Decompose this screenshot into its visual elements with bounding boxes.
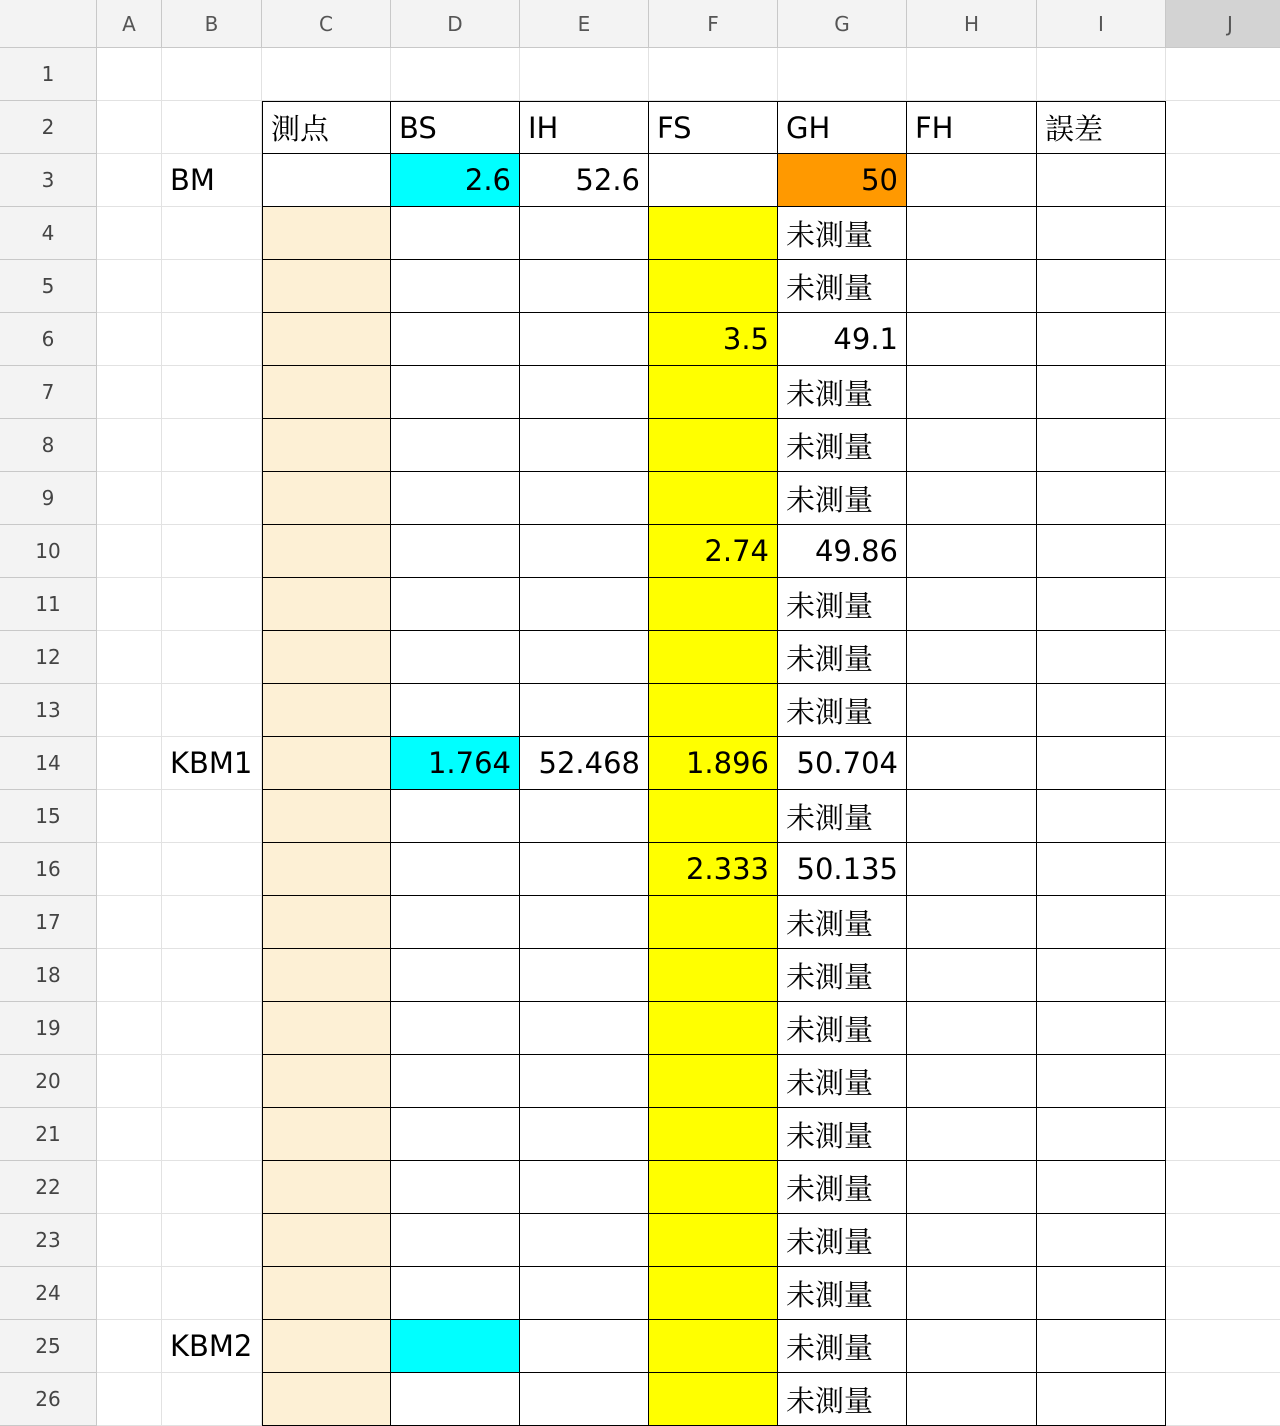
row-header-16[interactable]: 16: [0, 843, 97, 896]
cell-i17[interactable]: [1037, 896, 1166, 949]
cell-a4[interactable]: [97, 207, 162, 260]
cell-c12[interactable]: [262, 631, 391, 684]
cell-f17[interactable]: [649, 896, 778, 949]
cell-g19[interactable]: 未測量: [778, 1002, 907, 1055]
cell-e2[interactable]: IH: [520, 101, 649, 154]
cell-c2[interactable]: 測点: [262, 101, 391, 154]
cell-g23[interactable]: 未測量: [778, 1214, 907, 1267]
cell-b25[interactable]: KBM2: [162, 1320, 262, 1373]
cell-b16[interactable]: [162, 843, 262, 896]
row-header-12[interactable]: 12: [0, 631, 97, 684]
cell-i6[interactable]: [1037, 313, 1166, 366]
row-header-10[interactable]: 10: [0, 525, 97, 578]
cell-f25[interactable]: [649, 1320, 778, 1373]
cell-g17[interactable]: 未測量: [778, 896, 907, 949]
column-header-h[interactable]: H: [907, 0, 1037, 48]
cell-j7[interactable]: [1166, 366, 1280, 419]
cell-g13[interactable]: 未測量: [778, 684, 907, 737]
row-header-24[interactable]: 24: [0, 1267, 97, 1320]
cell-j6[interactable]: [1166, 313, 1280, 366]
cell-i9[interactable]: [1037, 472, 1166, 525]
cell-c16[interactable]: [262, 843, 391, 896]
cell-e13[interactable]: [520, 684, 649, 737]
cell-i4[interactable]: [1037, 207, 1166, 260]
cell-c3[interactable]: [262, 154, 391, 207]
cell-h18[interactable]: [907, 949, 1037, 1002]
cell-c8[interactable]: [262, 419, 391, 472]
cell-d17[interactable]: [391, 896, 520, 949]
cell-c5[interactable]: [262, 260, 391, 313]
cell-b7[interactable]: [162, 366, 262, 419]
cell-b22[interactable]: [162, 1161, 262, 1214]
cell-a13[interactable]: [97, 684, 162, 737]
cell-a14[interactable]: [97, 737, 162, 790]
cell-c9[interactable]: [262, 472, 391, 525]
cell-g18[interactable]: 未測量: [778, 949, 907, 1002]
row-header-14[interactable]: 14: [0, 737, 97, 790]
cell-e6[interactable]: [520, 313, 649, 366]
cell-g4[interactable]: 未測量: [778, 207, 907, 260]
cell-b24[interactable]: [162, 1267, 262, 1320]
row-header-11[interactable]: 11: [0, 578, 97, 631]
cell-f20[interactable]: [649, 1055, 778, 1108]
cell-g6[interactable]: 49.1: [778, 313, 907, 366]
cell-d8[interactable]: [391, 419, 520, 472]
cell-j1[interactable]: [1166, 48, 1280, 101]
cell-b2[interactable]: [162, 101, 262, 154]
cell-e15[interactable]: [520, 790, 649, 843]
cell-f2[interactable]: FS: [649, 101, 778, 154]
cell-a24[interactable]: [97, 1267, 162, 1320]
cell-c13[interactable]: [262, 684, 391, 737]
cell-h5[interactable]: [907, 260, 1037, 313]
cell-j21[interactable]: [1166, 1108, 1280, 1161]
column-header-i[interactable]: I: [1037, 0, 1166, 48]
cell-a10[interactable]: [97, 525, 162, 578]
cell-e21[interactable]: [520, 1108, 649, 1161]
cell-j9[interactable]: [1166, 472, 1280, 525]
cell-c14[interactable]: [262, 737, 391, 790]
cell-e17[interactable]: [520, 896, 649, 949]
cell-j13[interactable]: [1166, 684, 1280, 737]
cell-c4[interactable]: [262, 207, 391, 260]
cell-b12[interactable]: [162, 631, 262, 684]
cell-j3[interactable]: [1166, 154, 1280, 207]
cell-i2[interactable]: 誤差: [1037, 101, 1166, 154]
cell-f23[interactable]: [649, 1214, 778, 1267]
cell-g25[interactable]: 未測量: [778, 1320, 907, 1373]
cell-d4[interactable]: [391, 207, 520, 260]
cell-e4[interactable]: [520, 207, 649, 260]
cell-d2[interactable]: BS: [391, 101, 520, 154]
cell-c6[interactable]: [262, 313, 391, 366]
row-header-15[interactable]: 15: [0, 790, 97, 843]
cell-j18[interactable]: [1166, 949, 1280, 1002]
cell-h3[interactable]: [907, 154, 1037, 207]
cell-b1[interactable]: [162, 48, 262, 101]
cell-i18[interactable]: [1037, 949, 1166, 1002]
cell-d3[interactable]: 2.6: [391, 154, 520, 207]
row-header-3[interactable]: 3: [0, 154, 97, 207]
cell-i23[interactable]: [1037, 1214, 1166, 1267]
cell-g14[interactable]: 50.704: [778, 737, 907, 790]
cell-e19[interactable]: [520, 1002, 649, 1055]
row-header-4[interactable]: 4: [0, 207, 97, 260]
cell-g26[interactable]: 未測量: [778, 1373, 907, 1426]
cell-h17[interactable]: [907, 896, 1037, 949]
cell-i7[interactable]: [1037, 366, 1166, 419]
cell-d18[interactable]: [391, 949, 520, 1002]
cell-a18[interactable]: [97, 949, 162, 1002]
column-header-j[interactable]: J: [1166, 0, 1280, 48]
cell-d21[interactable]: [391, 1108, 520, 1161]
cell-c23[interactable]: [262, 1214, 391, 1267]
cell-e5[interactable]: [520, 260, 649, 313]
cell-i12[interactable]: [1037, 631, 1166, 684]
cell-e10[interactable]: [520, 525, 649, 578]
row-header-26[interactable]: 26: [0, 1373, 97, 1426]
cell-f24[interactable]: [649, 1267, 778, 1320]
cell-a15[interactable]: [97, 790, 162, 843]
cell-f21[interactable]: [649, 1108, 778, 1161]
row-header-23[interactable]: 23: [0, 1214, 97, 1267]
cell-g9[interactable]: 未測量: [778, 472, 907, 525]
cell-c20[interactable]: [262, 1055, 391, 1108]
cell-a16[interactable]: [97, 843, 162, 896]
cell-j26[interactable]: [1166, 1373, 1280, 1426]
cell-c18[interactable]: [262, 949, 391, 1002]
cell-g22[interactable]: 未測量: [778, 1161, 907, 1214]
cell-c10[interactable]: [262, 525, 391, 578]
cell-i20[interactable]: [1037, 1055, 1166, 1108]
cell-i5[interactable]: [1037, 260, 1166, 313]
column-header-d[interactable]: D: [391, 0, 520, 48]
cell-e26[interactable]: [520, 1373, 649, 1426]
cell-j8[interactable]: [1166, 419, 1280, 472]
cell-h23[interactable]: [907, 1214, 1037, 1267]
cell-f11[interactable]: [649, 578, 778, 631]
cell-b15[interactable]: [162, 790, 262, 843]
cell-h6[interactable]: [907, 313, 1037, 366]
cell-j22[interactable]: [1166, 1161, 1280, 1214]
cell-a20[interactable]: [97, 1055, 162, 1108]
cell-f13[interactable]: [649, 684, 778, 737]
cell-i22[interactable]: [1037, 1161, 1166, 1214]
cell-i10[interactable]: [1037, 525, 1166, 578]
row-header-1[interactable]: 1: [0, 48, 97, 101]
cell-a21[interactable]: [97, 1108, 162, 1161]
cell-b10[interactable]: [162, 525, 262, 578]
cell-d15[interactable]: [391, 790, 520, 843]
cell-j5[interactable]: [1166, 260, 1280, 313]
cell-i26[interactable]: [1037, 1373, 1166, 1426]
cell-c15[interactable]: [262, 790, 391, 843]
cell-i14[interactable]: [1037, 737, 1166, 790]
cell-f15[interactable]: [649, 790, 778, 843]
cell-c7[interactable]: [262, 366, 391, 419]
cell-d11[interactable]: [391, 578, 520, 631]
cell-a9[interactable]: [97, 472, 162, 525]
cell-e23[interactable]: [520, 1214, 649, 1267]
cell-f10[interactable]: 2.74: [649, 525, 778, 578]
row-header-22[interactable]: 22: [0, 1161, 97, 1214]
cell-i11[interactable]: [1037, 578, 1166, 631]
cell-d22[interactable]: [391, 1161, 520, 1214]
cell-i16[interactable]: [1037, 843, 1166, 896]
cell-f16[interactable]: 2.333: [649, 843, 778, 896]
cell-c21[interactable]: [262, 1108, 391, 1161]
column-header-b[interactable]: B: [162, 0, 262, 48]
cell-j12[interactable]: [1166, 631, 1280, 684]
row-header-7[interactable]: 7: [0, 366, 97, 419]
cell-b21[interactable]: [162, 1108, 262, 1161]
select-all-corner[interactable]: [0, 0, 97, 48]
cell-d23[interactable]: [391, 1214, 520, 1267]
cell-i13[interactable]: [1037, 684, 1166, 737]
cell-d9[interactable]: [391, 472, 520, 525]
cell-c25[interactable]: [262, 1320, 391, 1373]
cell-j24[interactable]: [1166, 1267, 1280, 1320]
cell-e8[interactable]: [520, 419, 649, 472]
cell-i8[interactable]: [1037, 419, 1166, 472]
cell-d5[interactable]: [391, 260, 520, 313]
cell-j20[interactable]: [1166, 1055, 1280, 1108]
cell-b23[interactable]: [162, 1214, 262, 1267]
cell-h25[interactable]: [907, 1320, 1037, 1373]
cell-e7[interactable]: [520, 366, 649, 419]
row-header-5[interactable]: 5: [0, 260, 97, 313]
cell-a2[interactable]: [97, 101, 162, 154]
cell-f6[interactable]: 3.5: [649, 313, 778, 366]
cell-j4[interactable]: [1166, 207, 1280, 260]
cell-f19[interactable]: [649, 1002, 778, 1055]
cell-c26[interactable]: [262, 1373, 391, 1426]
cell-a11[interactable]: [97, 578, 162, 631]
cell-d10[interactable]: [391, 525, 520, 578]
cell-g12[interactable]: 未測量: [778, 631, 907, 684]
cell-g3[interactable]: 50: [778, 154, 907, 207]
cell-g10[interactable]: 49.86: [778, 525, 907, 578]
cell-a3[interactable]: [97, 154, 162, 207]
cell-h7[interactable]: [907, 366, 1037, 419]
cell-h24[interactable]: [907, 1267, 1037, 1320]
cell-a1[interactable]: [97, 48, 162, 101]
row-header-13[interactable]: 13: [0, 684, 97, 737]
cell-b11[interactable]: [162, 578, 262, 631]
cell-a7[interactable]: [97, 366, 162, 419]
row-header-9[interactable]: 9: [0, 472, 97, 525]
cell-h21[interactable]: [907, 1108, 1037, 1161]
cell-e14[interactable]: 52.468: [520, 737, 649, 790]
cell-g20[interactable]: 未測量: [778, 1055, 907, 1108]
column-header-e[interactable]: E: [520, 0, 649, 48]
cell-a26[interactable]: [97, 1373, 162, 1426]
cell-g24[interactable]: 未測量: [778, 1267, 907, 1320]
row-header-20[interactable]: 20: [0, 1055, 97, 1108]
cell-g1[interactable]: [778, 48, 907, 101]
cell-b19[interactable]: [162, 1002, 262, 1055]
cell-j10[interactable]: [1166, 525, 1280, 578]
column-header-c[interactable]: C: [262, 0, 391, 48]
cell-g2[interactable]: GH: [778, 101, 907, 154]
cell-e22[interactable]: [520, 1161, 649, 1214]
row-header-8[interactable]: 8: [0, 419, 97, 472]
row-header-6[interactable]: 6: [0, 313, 97, 366]
cell-g5[interactable]: 未測量: [778, 260, 907, 313]
cell-d24[interactable]: [391, 1267, 520, 1320]
cell-b8[interactable]: [162, 419, 262, 472]
cell-h16[interactable]: [907, 843, 1037, 896]
cell-d12[interactable]: [391, 631, 520, 684]
cell-b26[interactable]: [162, 1373, 262, 1426]
cell-a17[interactable]: [97, 896, 162, 949]
cell-j15[interactable]: [1166, 790, 1280, 843]
column-header-f[interactable]: F: [649, 0, 778, 48]
cell-e9[interactable]: [520, 472, 649, 525]
cell-j19[interactable]: [1166, 1002, 1280, 1055]
cell-j23[interactable]: [1166, 1214, 1280, 1267]
cell-h8[interactable]: [907, 419, 1037, 472]
cell-h15[interactable]: [907, 790, 1037, 843]
cell-d6[interactable]: [391, 313, 520, 366]
cell-g7[interactable]: 未測量: [778, 366, 907, 419]
cell-e24[interactable]: [520, 1267, 649, 1320]
row-header-25[interactable]: 25: [0, 1320, 97, 1373]
cell-b5[interactable]: [162, 260, 262, 313]
cell-f8[interactable]: [649, 419, 778, 472]
cell-b18[interactable]: [162, 949, 262, 1002]
cell-a8[interactable]: [97, 419, 162, 472]
cell-h11[interactable]: [907, 578, 1037, 631]
cell-f4[interactable]: [649, 207, 778, 260]
cell-a23[interactable]: [97, 1214, 162, 1267]
cell-g11[interactable]: 未測量: [778, 578, 907, 631]
cell-j17[interactable]: [1166, 896, 1280, 949]
cell-h20[interactable]: [907, 1055, 1037, 1108]
cell-e20[interactable]: [520, 1055, 649, 1108]
cell-d7[interactable]: [391, 366, 520, 419]
cell-j2[interactable]: [1166, 101, 1280, 154]
cell-e12[interactable]: [520, 631, 649, 684]
cell-h22[interactable]: [907, 1161, 1037, 1214]
cell-b14[interactable]: KBM1: [162, 737, 262, 790]
cell-a19[interactable]: [97, 1002, 162, 1055]
cell-j11[interactable]: [1166, 578, 1280, 631]
cell-d16[interactable]: [391, 843, 520, 896]
cell-c22[interactable]: [262, 1161, 391, 1214]
cell-a5[interactable]: [97, 260, 162, 313]
row-header-21[interactable]: 21: [0, 1108, 97, 1161]
cell-i1[interactable]: [1037, 48, 1166, 101]
cell-f22[interactable]: [649, 1161, 778, 1214]
cell-b17[interactable]: [162, 896, 262, 949]
cell-f14[interactable]: 1.896: [649, 737, 778, 790]
column-header-g[interactable]: G: [778, 0, 907, 48]
cell-b6[interactable]: [162, 313, 262, 366]
cell-a6[interactable]: [97, 313, 162, 366]
cell-d20[interactable]: [391, 1055, 520, 1108]
cell-j16[interactable]: [1166, 843, 1280, 896]
cell-f26[interactable]: [649, 1373, 778, 1426]
cell-b3[interactable]: BM: [162, 154, 262, 207]
cell-i24[interactable]: [1037, 1267, 1166, 1320]
cell-i21[interactable]: [1037, 1108, 1166, 1161]
cell-e18[interactable]: [520, 949, 649, 1002]
cell-a25[interactable]: [97, 1320, 162, 1373]
cell-a22[interactable]: [97, 1161, 162, 1214]
cell-c1[interactable]: [262, 48, 391, 101]
cell-g16[interactable]: 50.135: [778, 843, 907, 896]
cell-b13[interactable]: [162, 684, 262, 737]
cell-c19[interactable]: [262, 1002, 391, 1055]
cell-f1[interactable]: [649, 48, 778, 101]
cell-h1[interactable]: [907, 48, 1037, 101]
cell-g8[interactable]: 未測量: [778, 419, 907, 472]
cell-c11[interactable]: [262, 578, 391, 631]
cell-j25[interactable]: [1166, 1320, 1280, 1373]
cell-h13[interactable]: [907, 684, 1037, 737]
cell-h2[interactable]: FH: [907, 101, 1037, 154]
cell-e16[interactable]: [520, 843, 649, 896]
cell-g21[interactable]: 未測量: [778, 1108, 907, 1161]
cell-j14[interactable]: [1166, 737, 1280, 790]
row-header-2[interactable]: 2: [0, 101, 97, 154]
cell-b9[interactable]: [162, 472, 262, 525]
row-header-19[interactable]: 19: [0, 1002, 97, 1055]
row-header-17[interactable]: 17: [0, 896, 97, 949]
cell-h9[interactable]: [907, 472, 1037, 525]
cell-d26[interactable]: [391, 1373, 520, 1426]
cell-f18[interactable]: [649, 949, 778, 1002]
cell-d14[interactable]: 1.764: [391, 737, 520, 790]
cell-f9[interactable]: [649, 472, 778, 525]
cell-c17[interactable]: [262, 896, 391, 949]
cell-b4[interactable]: [162, 207, 262, 260]
cell-i3[interactable]: [1037, 154, 1166, 207]
cell-i19[interactable]: [1037, 1002, 1166, 1055]
cell-c24[interactable]: [262, 1267, 391, 1320]
column-header-a[interactable]: A: [97, 0, 162, 48]
cell-b20[interactable]: [162, 1055, 262, 1108]
cell-h19[interactable]: [907, 1002, 1037, 1055]
cell-d1[interactable]: [391, 48, 520, 101]
row-header-18[interactable]: 18: [0, 949, 97, 1002]
cell-f3[interactable]: [649, 154, 778, 207]
cell-e1[interactable]: [520, 48, 649, 101]
cell-h4[interactable]: [907, 207, 1037, 260]
cell-h12[interactable]: [907, 631, 1037, 684]
cell-i15[interactable]: [1037, 790, 1166, 843]
cell-i25[interactable]: [1037, 1320, 1166, 1373]
cell-h26[interactable]: [907, 1373, 1037, 1426]
cell-e3[interactable]: 52.6: [520, 154, 649, 207]
cell-d13[interactable]: [391, 684, 520, 737]
cell-d19[interactable]: [391, 1002, 520, 1055]
cell-e11[interactable]: [520, 578, 649, 631]
cell-f12[interactable]: [649, 631, 778, 684]
cell-a12[interactable]: [97, 631, 162, 684]
cell-h14[interactable]: [907, 737, 1037, 790]
cell-h10[interactable]: [907, 525, 1037, 578]
cell-d25[interactable]: [391, 1320, 520, 1373]
cell-f5[interactable]: [649, 260, 778, 313]
cell-f7[interactable]: [649, 366, 778, 419]
cell-g15[interactable]: 未測量: [778, 790, 907, 843]
cell-e25[interactable]: [520, 1320, 649, 1373]
